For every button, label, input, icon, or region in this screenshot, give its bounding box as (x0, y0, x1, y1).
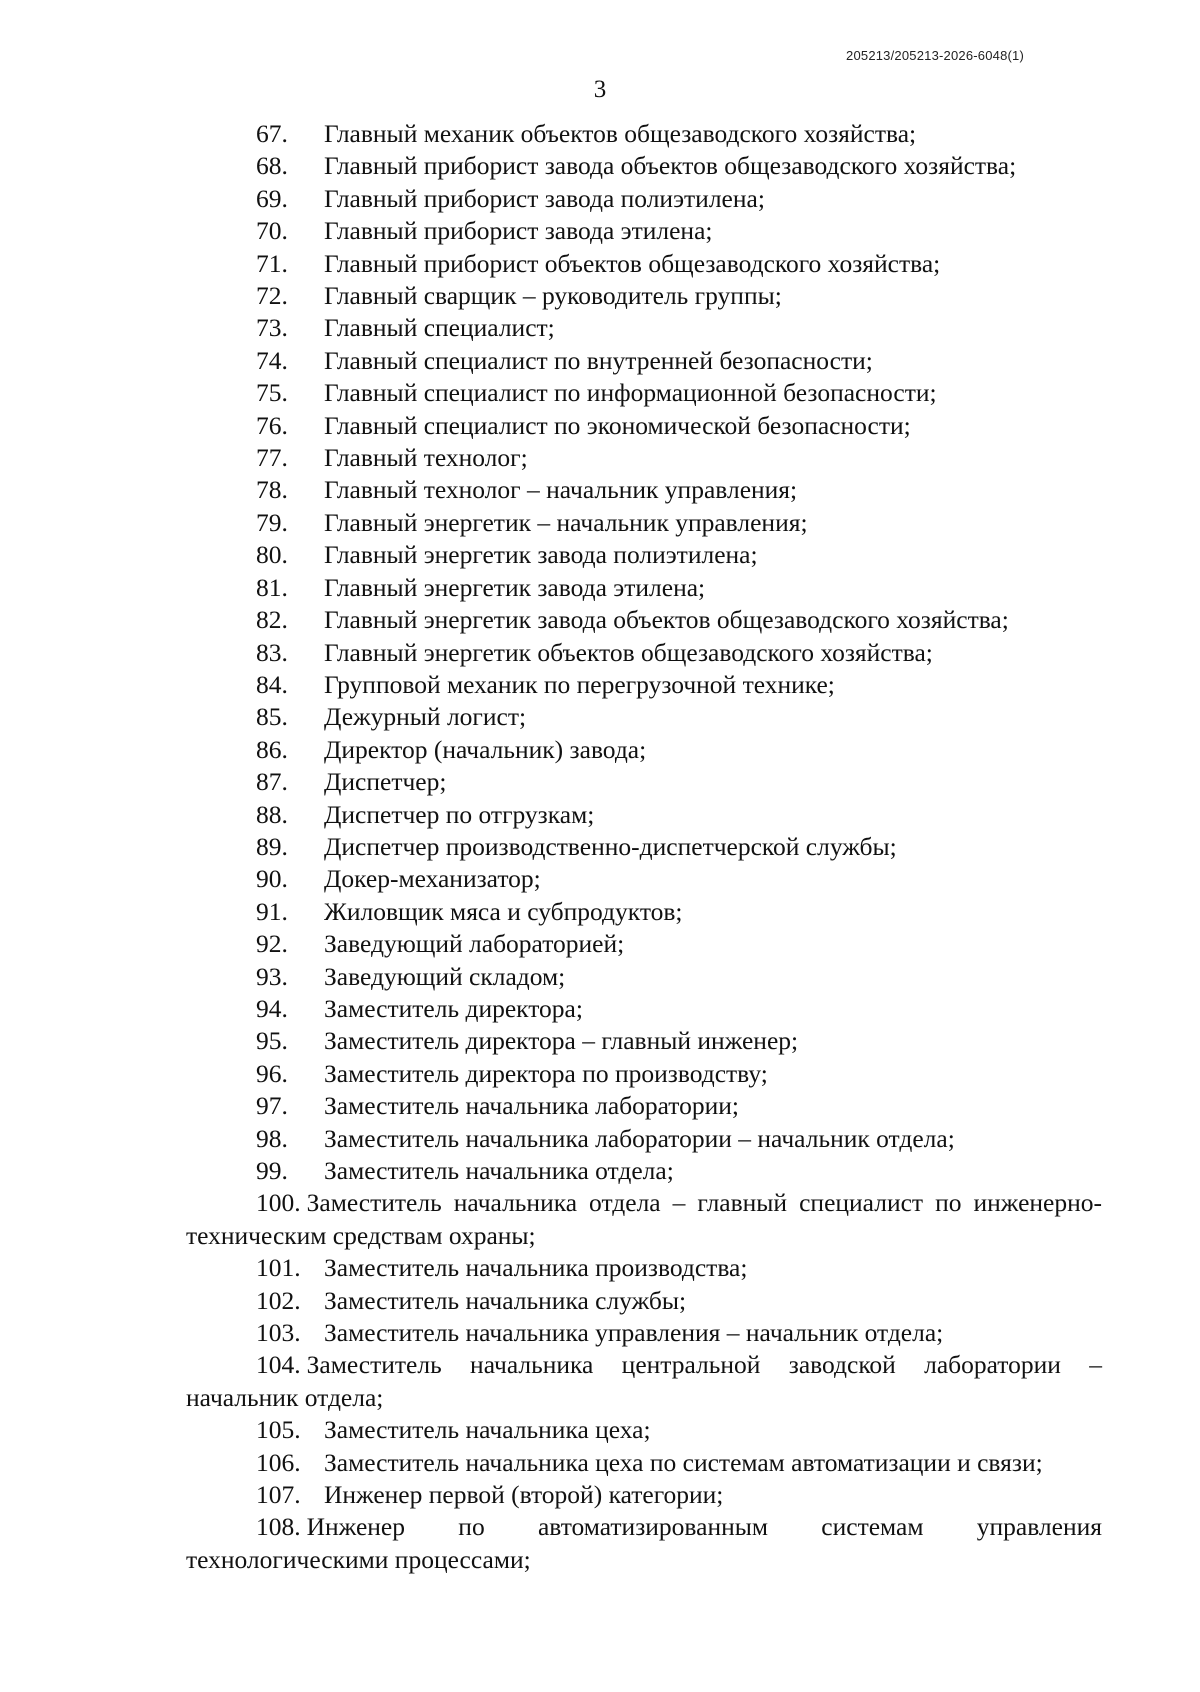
list-item-number: 72. (256, 281, 288, 311)
list-item (186, 1025, 1102, 1057)
list-item-number: 80. (256, 540, 288, 570)
list-item-text: Главный специалист по экономической безопасности; (324, 410, 911, 440)
list-item-number: 84. (256, 669, 288, 699)
list-item-number: 82. (256, 605, 288, 635)
list-item-number: 75. (256, 378, 288, 408)
list-item-number: 81. (256, 572, 288, 602)
list-item (186, 766, 1102, 798)
list-item (186, 799, 1102, 831)
list-item-text: Главный приборист объектов общезаводского хозяйства; (324, 248, 941, 278)
list-item-text: Заместитель начальника цеха по системам автоматизации и связи; (324, 1447, 1043, 1477)
list-item (186, 863, 1102, 895)
list-item (186, 572, 1102, 604)
list-item-text: Главный энергетик завода полиэтилена; (324, 540, 758, 570)
list-item-number: 95. (256, 1026, 288, 1056)
list-item-text: Главный приборист завода этилена; (324, 216, 713, 246)
list-item-text: Заместитель начальника отдела; (324, 1156, 674, 1185)
list-item (186, 215, 1102, 247)
list-item-text: Заместитель начальника отдела – главный специалист по инженерно-техническим средствам охраны; (186, 1188, 1102, 1250)
list-item-number: 70. (256, 216, 288, 246)
list-item (186, 928, 1102, 960)
list-item-number: 94. (256, 993, 288, 1023)
list-item-number: 78. (256, 475, 288, 505)
list-item-number: 106. (256, 1447, 301, 1477)
list-item-text: Главный специалист по информационной безопасности; (324, 378, 937, 408)
list-item (186, 312, 1102, 344)
list-item-number: 83. (256, 637, 288, 667)
list-item-text: Заместитель начальника цеха; (324, 1415, 651, 1445)
list-item-text: Главный энергетик – начальник управления; (324, 507, 808, 537)
list-item (186, 474, 1102, 506)
list-item (186, 734, 1102, 766)
list-item-number: 93. (256, 961, 288, 991)
list-item-text: Главный энергетик завода этилена; (324, 572, 706, 602)
list-item (186, 377, 1102, 409)
list-item-text: Главный технолог – начальник управления; (324, 475, 798, 505)
list-item-text: Главный технолог; (324, 443, 528, 473)
list-item (186, 1187, 1102, 1252)
list-item (186, 507, 1102, 539)
list-item-number: 101. (256, 1253, 301, 1283)
list-item-number: 96. (256, 1058, 288, 1088)
list-item (186, 248, 1102, 280)
list-item-number: 74. (256, 345, 288, 375)
list-item-text: Главный специалист по внутренней безопасности; (324, 345, 873, 375)
list-item-text: Дежурный логист; (324, 702, 527, 732)
list-item-number: 87. (256, 767, 288, 797)
list-item-number: 92. (256, 929, 288, 959)
list-item-number: 104. (256, 1350, 301, 1380)
list-item-number: 108. (256, 1512, 301, 1542)
list-item-text: Жиловщик мяса и субпродуктов; (324, 896, 683, 926)
list-item-text: Заместитель начальника производства; (324, 1253, 748, 1283)
list-item-number: 67. (256, 119, 288, 148)
list-item-number: 89. (256, 831, 288, 861)
list-item (186, 1123, 1102, 1155)
list-item (186, 1090, 1102, 1122)
list-item-text: Директор (начальник) завода; (324, 734, 647, 764)
list-item-text: Докер-механизатор; (324, 864, 541, 894)
list-item (186, 701, 1102, 733)
list-item (186, 442, 1102, 474)
list-item (186, 1252, 1102, 1284)
list-item-text: Заместитель начальника лаборатории – начальник отдела; (324, 1123, 955, 1153)
list-item (186, 1349, 1102, 1414)
list-item (186, 150, 1102, 182)
list-item-text: Главный энергетик завода объектов общезаводского хозяйства; (324, 605, 1009, 635)
list-item-text: Диспетчер производственно-диспетчерской службы; (324, 831, 897, 861)
position-list (186, 118, 1102, 1576)
list-item-text: Групповой механик по перегрузочной технике; (324, 669, 835, 699)
list-item-number: 68. (256, 151, 288, 181)
list-item-text: Заместитель начальника лаборатории; (324, 1091, 739, 1121)
list-item-text: Заместитель начальника службы; (324, 1285, 687, 1315)
list-item-number: 107. (256, 1480, 301, 1510)
list-item-text: Инженер первой (второй) категории; (324, 1480, 724, 1510)
list-item (186, 1285, 1102, 1317)
list-item (186, 280, 1102, 312)
list-item (186, 637, 1102, 669)
list-item (186, 410, 1102, 442)
list-item (186, 1058, 1102, 1090)
list-item-number: 90. (256, 864, 288, 894)
list-item-number: 99. (256, 1156, 288, 1185)
list-item (186, 993, 1102, 1025)
list-item (186, 896, 1102, 928)
list-item (186, 669, 1102, 701)
list-item (186, 1479, 1102, 1511)
list-item-text: Главный приборист завода полиэтилена; (324, 183, 765, 213)
list-item-text: Главный энергетик объектов общезаводского хозяйства; (324, 637, 933, 667)
list-item-number: 103. (256, 1318, 301, 1348)
list-item-text: Заместитель начальника центральной заводской лаборатории – начальник отдела; (186, 1350, 1102, 1412)
page-number: 3 (593, 76, 607, 103)
list-item-text: Заведующий лабораторией; (324, 929, 625, 959)
list-item-number: 88. (256, 799, 288, 829)
list-item (186, 1447, 1102, 1479)
list-item-number: 105. (256, 1415, 301, 1445)
list-item (186, 345, 1102, 377)
document-id: 205213/205213-2026-6048(1) (846, 48, 1024, 63)
list-item-number: 77. (256, 443, 288, 473)
list-item (186, 1414, 1102, 1446)
list-item-number: 102. (256, 1285, 301, 1315)
list-item-number: 91. (256, 896, 288, 926)
list-item-number: 100. (256, 1188, 301, 1218)
list-item-text: Инженер по автоматизированным системам управления технологическими процессами; (186, 1512, 1102, 1574)
list-item-number: 71. (256, 248, 288, 278)
list-item-text: Заместитель директора; (324, 993, 583, 1023)
list-item-text: Заместитель директора – главный инженер; (324, 1026, 799, 1056)
list-item (186, 1317, 1102, 1349)
list-item (186, 1511, 1102, 1576)
list-item-number: 98. (256, 1123, 288, 1153)
list-item-text: Главный сварщик – руководитель группы; (324, 281, 782, 311)
list-item (186, 539, 1102, 571)
list-item-number: 69. (256, 183, 288, 213)
list-item (186, 961, 1102, 993)
list-item-text: Диспетчер по отгрузкам; (324, 799, 595, 829)
list-item-text: Главный приборист завода объектов общезаводского хозяйства; (324, 151, 1017, 181)
list-item (186, 183, 1102, 215)
list-item-number: 79. (256, 507, 288, 537)
list-item-text: Главный механик объектов общезаводского хозяйства; (324, 119, 917, 148)
list-item-text: Диспетчер; (324, 767, 447, 797)
list-item (186, 604, 1102, 636)
list-item (186, 1155, 1102, 1187)
list-item-number: 97. (256, 1091, 288, 1121)
list-item-text: Заместитель директора по производству; (324, 1058, 768, 1088)
list-item (186, 118, 1102, 150)
list-item-number: 76. (256, 410, 288, 440)
list-item-text: Главный специалист; (324, 313, 555, 343)
list-item-number: 85. (256, 702, 288, 732)
list-item-number: 86. (256, 734, 288, 764)
list-item-text: Заместитель начальника управления – начальник отдела; (324, 1318, 944, 1348)
list-item-text: Заведующий складом; (324, 961, 566, 991)
list-item (186, 831, 1102, 863)
list-item-number: 73. (256, 313, 288, 343)
